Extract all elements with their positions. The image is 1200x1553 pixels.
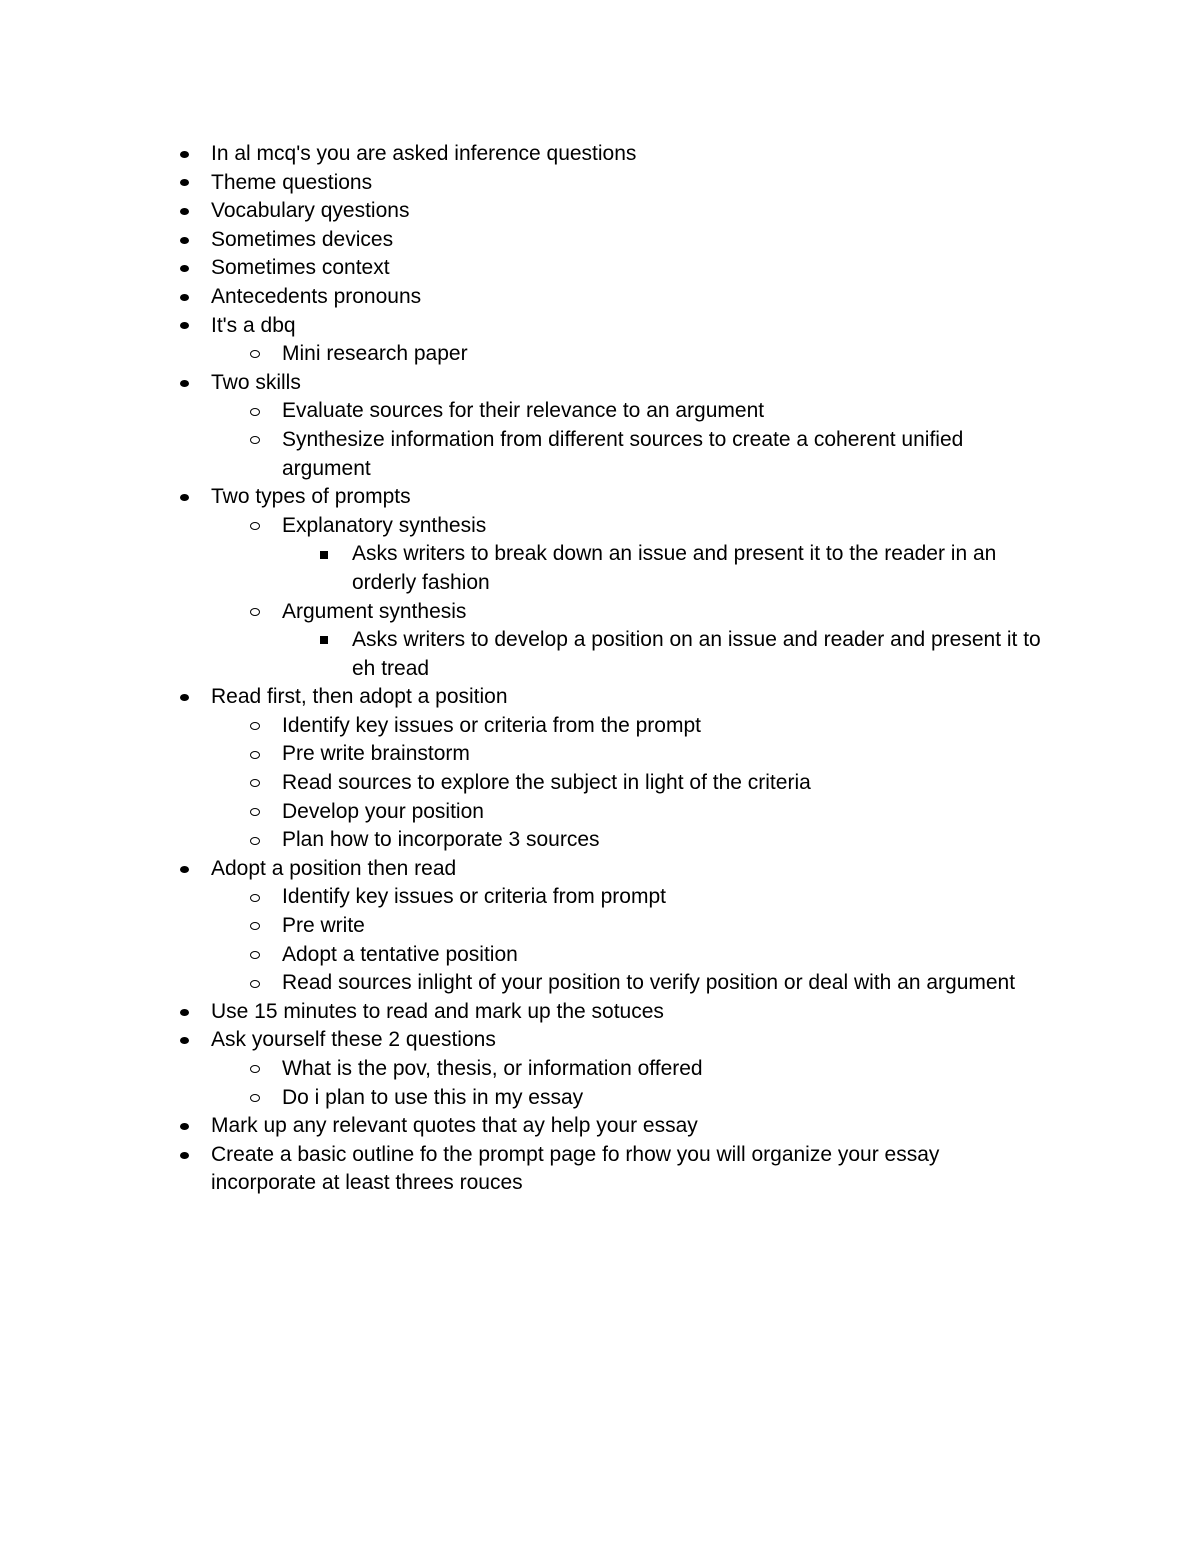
list-item xyxy=(0,369,981,398)
list-item xyxy=(0,512,1044,541)
list-item-text: Plan how to incorporate 3 sources xyxy=(282,828,600,852)
bullet-circle-icon xyxy=(245,740,265,769)
bullet-disc-icon xyxy=(174,254,194,283)
bullet-square-icon xyxy=(314,626,334,655)
list-item xyxy=(0,1112,981,1141)
list-item-text: Two types of prompts xyxy=(211,485,411,509)
bullet-circle-icon xyxy=(245,798,265,827)
list-item xyxy=(0,340,1044,369)
list-item-text: Read sources to explore the subject in light of the criteria xyxy=(282,771,811,795)
bullet-circle-icon xyxy=(245,941,265,970)
list-item xyxy=(0,226,981,255)
list-item-text: In al mcq's you are asked inference questions xyxy=(211,142,637,165)
list-item xyxy=(0,397,1044,426)
list-item xyxy=(0,941,1044,970)
list-item-text: Argument synthesis xyxy=(282,599,467,623)
bullet-disc-icon xyxy=(174,283,194,312)
list-item-text: Identify key issues or criteria from the prompt xyxy=(282,713,701,737)
bullet-circle-icon xyxy=(245,340,265,369)
list-item-text: Develop your position xyxy=(282,799,484,823)
list-item xyxy=(0,169,981,198)
list-item xyxy=(0,1055,1044,1084)
bullet-disc-icon xyxy=(174,226,194,255)
list-item xyxy=(0,683,981,712)
list-item xyxy=(0,1141,981,1198)
list-item xyxy=(0,1026,981,1055)
list-item-text: Mini research paper xyxy=(282,342,468,366)
list-item xyxy=(0,769,1044,798)
bullet-square-icon xyxy=(314,540,334,569)
bullet-disc-icon xyxy=(174,855,194,884)
list-item-text: Antecedents pronouns xyxy=(211,284,422,308)
list-item-text: Create a basic outline fo the prompt page fo rhow you will organize your essay incorporate at least threes rouces xyxy=(211,1142,940,1195)
list-item-text: What is the pov, thesis, or information offered xyxy=(282,1057,703,1080)
list-item-text: Sometimes context xyxy=(211,256,390,280)
list-item-text: Asks writers to develop a position on an issue and reader and present it to eh tread xyxy=(352,628,1041,680)
bullet-disc-icon xyxy=(174,1026,194,1055)
list-item-text: Mark up any relevant quotes that ay help your essay xyxy=(211,1114,698,1138)
bullet-disc-icon xyxy=(174,998,194,1027)
list-item-text: Read first, then adopt a position xyxy=(211,685,508,709)
list-item xyxy=(0,798,1044,827)
list-item xyxy=(0,883,1044,912)
bullet-disc-icon xyxy=(174,1112,194,1141)
list-item-text: Read sources inlight of your position to verify position or deal with an argument xyxy=(282,971,1016,995)
bullet-disc-icon xyxy=(174,1141,194,1170)
list-item xyxy=(0,1084,1044,1113)
list-item-text: Identify key issues or criteria from prompt xyxy=(282,885,666,909)
list-item xyxy=(0,826,1044,855)
bullet-circle-icon xyxy=(245,397,265,426)
bullet-circle-icon xyxy=(245,969,265,998)
bullet-circle-icon xyxy=(245,1084,265,1113)
list-item xyxy=(0,912,1044,941)
list-item-text: Synthesize information from different sources to create a coherent unified argument xyxy=(282,427,964,480)
list-item-text: Ask yourself these 2 questions xyxy=(211,1028,496,1052)
bullet-circle-icon xyxy=(245,1055,265,1084)
bullet-disc-icon xyxy=(174,140,194,169)
bullet-circle-icon xyxy=(245,512,265,541)
list-item xyxy=(0,254,981,283)
bullet-disc-icon xyxy=(174,483,194,512)
bullet-circle-icon xyxy=(245,712,265,741)
bullet-disc-icon xyxy=(174,169,194,198)
list-item xyxy=(0,283,981,312)
list-item xyxy=(0,712,1044,741)
bullet-disc-icon xyxy=(174,683,194,712)
bullet-circle-icon xyxy=(245,769,265,798)
list-item xyxy=(0,855,981,884)
list-item xyxy=(0,540,1042,597)
list-item-text: Sometimes devices xyxy=(211,227,394,251)
bullet-circle-icon xyxy=(245,426,265,455)
list-item-text: Use 15 minutes to read and mark up the sotuces xyxy=(211,999,664,1023)
list-item-text: Adopt a position then read xyxy=(211,856,457,880)
list-item xyxy=(0,140,981,169)
list-item-text: It's a dbq xyxy=(211,313,296,337)
list-item-text: Explanatory synthesis xyxy=(282,513,487,537)
list-item-text: Adopt a tentative position xyxy=(282,942,518,966)
list-item-text: Evaluate sources for their relevance to an argument xyxy=(282,399,765,423)
bullet-disc-icon xyxy=(174,312,194,341)
bullet-circle-icon xyxy=(245,826,265,855)
list-item xyxy=(0,426,1044,483)
list-item xyxy=(0,626,1042,683)
list-item xyxy=(0,969,1044,998)
list-item-text: Two skills xyxy=(211,370,301,394)
list-item-text: Pre write brainstorm xyxy=(282,742,470,766)
list-item xyxy=(0,483,981,512)
list-item xyxy=(0,998,981,1027)
list-item xyxy=(0,598,1044,627)
list-item xyxy=(0,740,1044,769)
list-item xyxy=(0,312,981,341)
bulleted-outline xyxy=(0,140,1200,1198)
list-item-text: Do i plan to use this in my essay xyxy=(282,1085,584,1109)
list-item-text: Asks writers to break down an issue and present it to the reader in an orderly fashion xyxy=(352,542,997,594)
list-item-text: Pre write xyxy=(282,914,365,938)
bullet-circle-icon xyxy=(245,912,265,941)
bullet-circle-icon xyxy=(245,598,265,627)
list-item-text: Vocabulary qyestions xyxy=(211,199,410,223)
list-item-text: Theme questions xyxy=(211,170,373,194)
bullet-disc-icon xyxy=(174,197,194,226)
bullet-circle-icon xyxy=(245,883,265,912)
bullet-disc-icon xyxy=(174,369,194,398)
list-item xyxy=(0,197,981,226)
